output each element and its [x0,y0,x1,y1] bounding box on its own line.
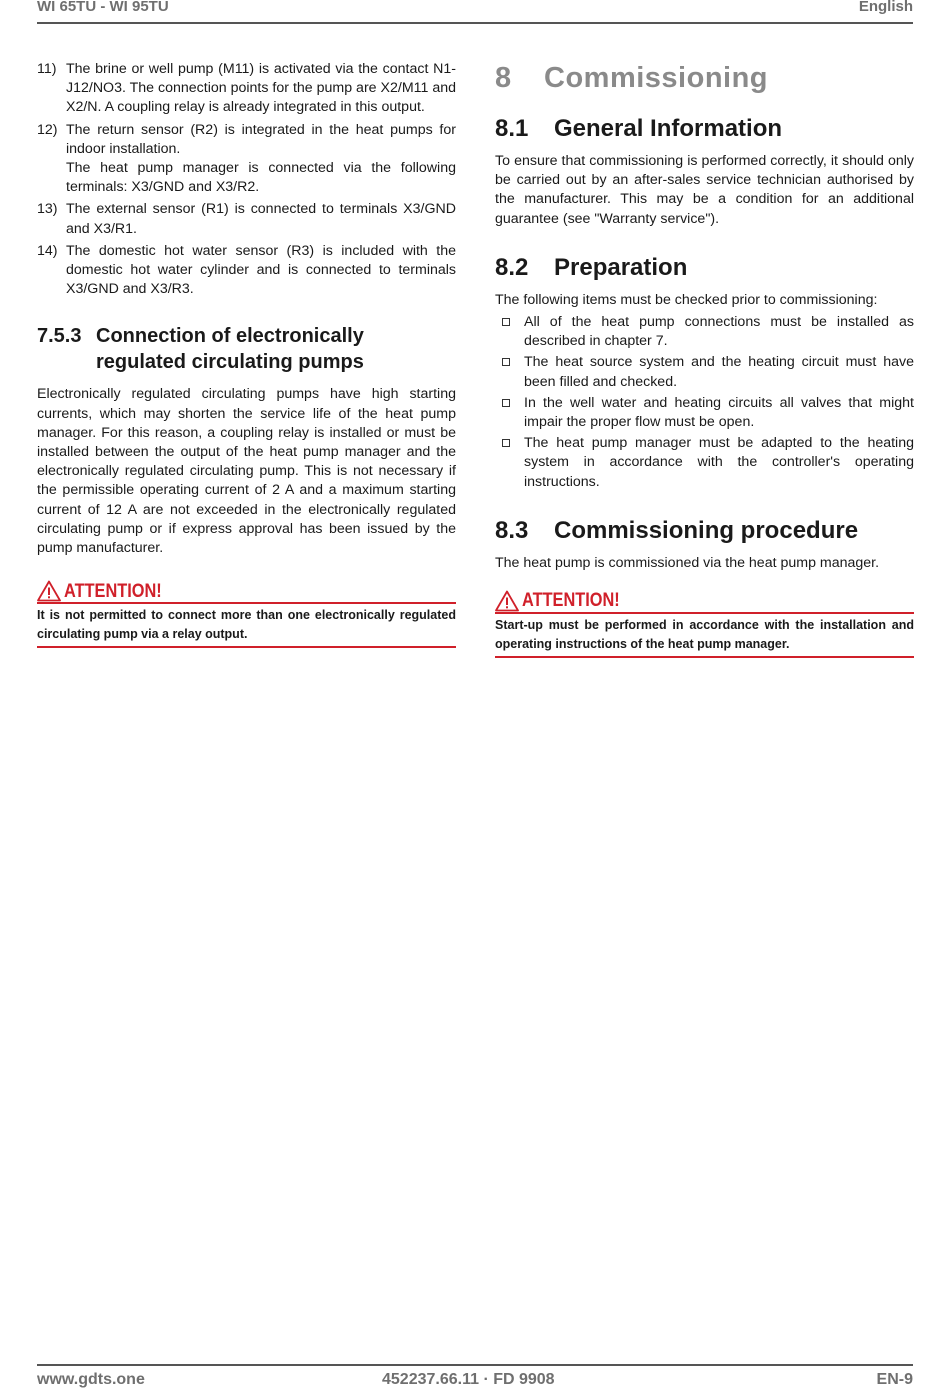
section-8-3 [495,516,914,573]
footer-document-number: 452237.66.11 · FD 9908 [382,1371,555,1388]
list-item-text: In the well water and heating circuits all valves that might impair the proper flow must be open. [524,394,914,431]
section-title: Commissioning procedure [554,516,859,544]
square-bullet-icon [495,313,524,351]
section-number: 7.5.3 [37,325,82,348]
item-text: The return sensor (R2) is integrated in the heat pumps for indoor installation. [66,121,456,157]
attention-box [37,580,456,648]
list-item-text: All of the heat pump connections must be installed as described in chapter 7. [524,314,914,350]
list-item-text: The heat source system and the heating circuit must have been filled and checked. [524,354,914,390]
list-item [37,200,456,238]
list-item [37,242,456,300]
list-item [495,353,914,391]
list-item [37,121,456,198]
footer-website: www.gdts.one [37,1371,145,1388]
item-number: 12) [37,121,58,138]
square-bullet-icon [495,434,524,492]
section-title: Preparation [554,253,688,281]
item-text-block [66,121,456,198]
attention-title: ATTENTION! [522,590,620,612]
section-title: Connection of electronically regulated circulating pumps [96,325,364,374]
item-text: The domestic hot water sensor (R3) is included with the domestic hot water cylinder and is connected to terminals X3/GND and X3/R3. [66,242,456,298]
list-item-text: The heat pump manager must be adapted to the heating system in accordance with the controller's operating instructions. [524,435,914,490]
left-column [37,60,456,648]
terminal-notes-list [37,60,456,299]
item-text: The external sensor (R1) is connected to terminals X3/GND and X3/R1. [66,201,456,237]
chapter-number: 8 [495,62,512,94]
section-intro: The following items must be checked prior to commissioning: [495,291,878,308]
item-number: 14) [37,242,58,259]
document-model-title: WI 65TU - WI 95TU [37,0,169,15]
page-footer [37,1364,913,1388]
list-item [495,313,914,351]
square-bullet-icon [495,394,524,432]
right-column [495,60,914,658]
item-number: 11) [37,61,57,77]
attention-box [495,590,914,658]
section-number: 8.1 [495,115,529,142]
section-heading [495,253,914,283]
chapter-heading [495,60,914,96]
attention-text: Start-up must be performed in accordance with the installation and operating instructions of the heat pump manager. [495,612,914,658]
item-text-continued: The heat pump manager is connected via the following terminals: X3/GND and X3/R2. [66,160,456,196]
page-header [37,0,913,24]
list-item [37,60,456,118]
checklist [495,313,914,492]
item-text: The brine or well pump (M11) is activated via the contact N1-J12/NO3. The connection points for the pump are X2/M11 and X2/N. A coupling relay is already integrated in this output. [66,61,456,116]
list-item [495,434,914,492]
attention-header [495,590,914,612]
attention-header [37,580,456,602]
square-bullet-icon [495,353,524,391]
section-title: General Information [554,115,783,142]
section-paragraph: Electronically regulated circulating pumps have high starting currents, which may shorten the service life of the heat pump manager. For this reason, a coupling relay is installed or must be installed between the output of the heat pump manager and the electronically regulated circulating pump. This is not necessary if the permissible operating current of 2 A and a maximum starting current of 12 A are not exceeded in the electronically regulated circulating pump or if express approval has been issued by the pump manufacturer. [37,386,456,557]
section-number: 8.2 [495,253,529,281]
section-heading-7-5-3 [37,323,456,375]
warning-triangle-icon [37,580,61,602]
section-heading [495,516,914,546]
chapter-title: Commissioning [544,62,769,94]
section-paragraph: The heat pump is commissioned via the heat pump manager. [495,554,880,571]
item-number: 13) [37,201,58,218]
warning-triangle-icon [495,590,519,612]
section-8-1 [495,114,914,229]
page-number: EN-9 [876,1371,913,1388]
section-heading [495,114,914,144]
attention-text: It is not permitted to connect more than one electronically regulated circulating pump via a relay output. [37,602,456,648]
language-label: English [858,0,913,15]
section-paragraph: To ensure that commissioning is performed correctly, it should only be carried out by an after-sales service technician authorised by the manufacturer. This may be a condition for an additional guarantee (see "Warranty service"). [495,153,914,227]
section-8-2 [495,253,914,492]
list-item [495,394,914,432]
section-number: 8.3 [495,516,529,544]
attention-title: ATTENTION! [64,580,162,602]
